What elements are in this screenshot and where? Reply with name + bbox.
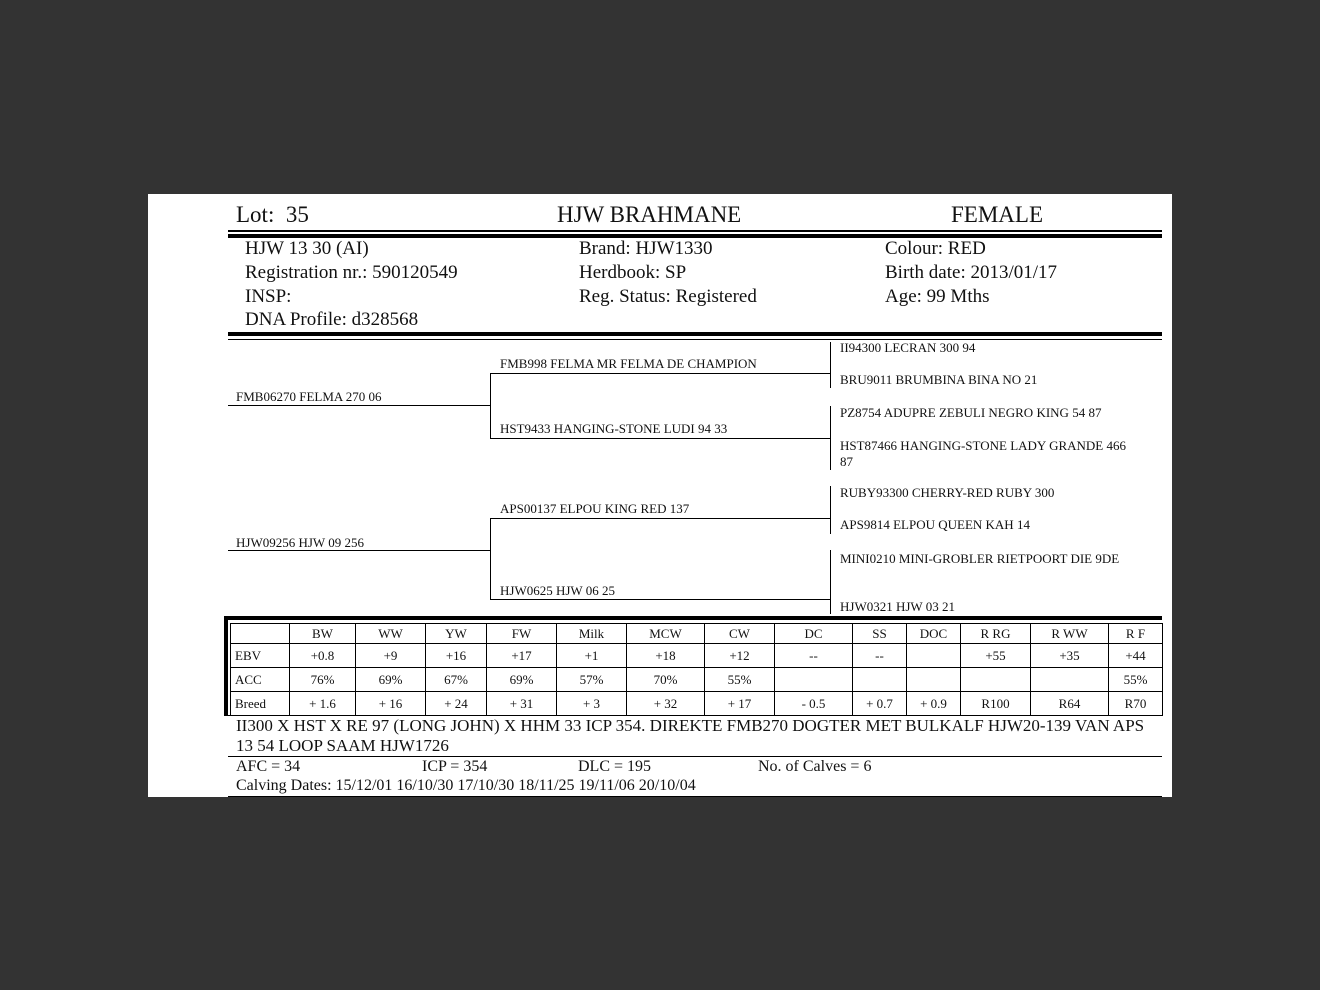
ebv-header-cell: FW [487, 624, 557, 644]
pedigree-ggp-2: BRU9011 BRUMBINA BINA NO 21 [840, 372, 1038, 387]
pedigree-ggp-3: PZ8754 ADUPRE ZEBULI NEGRO KING 54 87 [840, 405, 1102, 420]
afc-stat: AFC = 34 [236, 758, 301, 775]
pedigree-dam: HJW09256 HJW 09 256 [236, 535, 364, 550]
calving-dates: Calving Dates: 15/12/01 16/10/30 17/10/30 18/11/25 19/11/06 20/10/04 [236, 777, 696, 794]
ebv-cell [961, 668, 1031, 692]
ebv-header-row [231, 624, 1163, 644]
ebv-cell: R100 [961, 692, 1031, 716]
ebv-header-cell: BW [290, 624, 356, 644]
comment-bottom-rule [228, 756, 1162, 757]
pedigree-ggp-6: APS9814 ELPOU QUEEN KAH 14 [840, 517, 1030, 532]
pedigree-sire-dam: HST9433 HANGING-STONE LUDI 94 33 [500, 421, 728, 436]
ebv-cell: -- [775, 644, 853, 668]
ebv-header-cell: MCW [627, 624, 705, 644]
pedigree-ggp-7: MINI0210 MINI-GROBLER RIETPOORT DIE 9DE [840, 551, 1120, 566]
ebv-cell: -- [853, 644, 907, 668]
sire-line [228, 405, 490, 406]
ebv-header-cell: R F [1109, 624, 1163, 644]
ebv-cell: + 31 [487, 692, 557, 716]
animal-id: HJW 13 30 (AI) [245, 238, 369, 259]
ebv-cell: 57% [557, 668, 627, 692]
ebv-cell: + 0.7 [853, 692, 907, 716]
ebv-cell: +16 [426, 644, 487, 668]
ebv-cell: + 17 [705, 692, 775, 716]
pedigree-ggp-8: HJW0321 HJW 03 21 [840, 599, 955, 614]
gp-bracket-1 [830, 342, 831, 388]
birth-date-field: Birth date: 2013/01/17 [885, 262, 1058, 283]
pedigree-dam-sire: APS00137 ELPOU KING RED 137 [500, 501, 690, 516]
ebv-cell: 70% [627, 668, 705, 692]
reg-status-field: Reg. Status: Registered [579, 286, 757, 307]
bottom-rule [228, 796, 1162, 797]
gp-bracket-4 [830, 550, 831, 614]
ebv-header-cell: DC [775, 624, 853, 644]
ebv-cell: + 24 [426, 692, 487, 716]
pedigree-ggp-4: HST87466 HANGING-STONE LADY GRANDE 466 87 [840, 438, 1126, 469]
pedigree-sire-sire: FMB998 FELMA MR FELMA DE CHAMPION [500, 356, 757, 371]
ebv-cell: 69% [356, 668, 426, 692]
ebv-header-cell: CW [705, 624, 775, 644]
insp-field: INSP: [245, 286, 292, 307]
ebv-cell: + 16 [356, 692, 426, 716]
ebv-row [231, 668, 1163, 692]
ebv-cell: 55% [1109, 668, 1163, 692]
table-top-rule [224, 616, 1162, 620]
ebv-cell: 55% [705, 668, 775, 692]
header-rule-thin [228, 230, 1162, 232]
dam-dam-line [490, 599, 830, 600]
comment-text: II300 X HST X RE 97 (LONG JOHN) X HHM 33 ICP 354. DIREKTE FMB270 DOGTER MET BULKALF HJW20-139 VAN APS 13 54 LOOP SAAM HJW1726 [236, 716, 1145, 755]
calves-stat: No. of Calves = 6 [758, 758, 872, 775]
lot-page [148, 194, 1172, 797]
ebv-cell: + 3 [557, 692, 627, 716]
info-rule-thick [228, 332, 1162, 336]
ebv-cell: + 0.9 [907, 692, 961, 716]
brand-field: Brand: HJW1330 [579, 238, 713, 259]
ebv-cell: R70 [1109, 692, 1163, 716]
ebv-cell: 67% [426, 668, 487, 692]
ebv-row [231, 644, 1163, 668]
ebv-cell: - 0.5 [775, 692, 853, 716]
ebv-cell [853, 668, 907, 692]
ebv-header-cell: R WW [1031, 624, 1109, 644]
animal-sex: FEMALE [951, 202, 1043, 227]
dam-bracket [490, 518, 491, 600]
ebv-cell: +44 [1109, 644, 1163, 668]
ebv-cell: 69% [487, 668, 557, 692]
ebv-cell: ACC [231, 668, 290, 692]
ebv-header-cell: WW [356, 624, 426, 644]
ebv-header-cell: R RG [961, 624, 1031, 644]
dna-profile: DNA Profile: d328568 [245, 309, 419, 330]
ebv-cell: + 32 [627, 692, 705, 716]
ebv-cell [907, 668, 961, 692]
ebv-cell: + 1.6 [290, 692, 356, 716]
pedigree-sire: FMB06270 FELMA 270 06 [236, 389, 382, 404]
gp-bracket-3 [830, 486, 831, 534]
ebv-header-cell: DOC [907, 624, 961, 644]
icp-stat: ICP = 354 [422, 758, 488, 775]
registration-number: Registration nr.: 590120549 [245, 262, 458, 283]
colour-field: Colour: RED [885, 238, 986, 259]
animal-name: HJW BRAHMANE [557, 202, 742, 227]
ebv-cell: +18 [627, 644, 705, 668]
ebv-cell: +35 [1031, 644, 1109, 668]
ebv-header-cell: YW [426, 624, 487, 644]
ebv-cell [775, 668, 853, 692]
pedigree-dam-dam: HJW0625 HJW 06 25 [500, 583, 615, 598]
ebv-cell: 76% [290, 668, 356, 692]
sire-sire-line [490, 373, 830, 374]
ebv-header-cell: SS [853, 624, 907, 644]
pedigree-ggp-1: II94300 LECRAN 300 94 [840, 340, 976, 355]
age-field: Age: 99 Mths [885, 286, 990, 307]
ebv-cell: R64 [1031, 692, 1109, 716]
ebv-cell [1031, 668, 1109, 692]
dlc-stat: DLC = 195 [578, 758, 652, 775]
ebv-row [231, 692, 1163, 716]
ebv-cell: +12 [705, 644, 775, 668]
sire-bracket [490, 373, 491, 438]
gp-bracket-2 [830, 406, 831, 470]
herdbook-field: Herdbook: SP [579, 262, 687, 283]
ebv-cell: +55 [961, 644, 1031, 668]
ebv-cell: +1 [557, 644, 627, 668]
dam-sire-line [490, 518, 830, 519]
ebv-cell: EBV [231, 644, 290, 668]
ebv-table [230, 623, 1163, 716]
ebv-cell: +9 [356, 644, 426, 668]
dam-line [228, 550, 490, 551]
ebv-cell: +17 [487, 644, 557, 668]
ebv-header-cell [231, 624, 290, 644]
ebv-cell [907, 644, 961, 668]
pedigree-ggp-5: RUBY93300 CHERRY-RED RUBY 300 [840, 485, 1055, 500]
sire-dam-line [490, 438, 830, 439]
ebv-cell: +0.8 [290, 644, 356, 668]
table-left-rule [224, 616, 228, 716]
ebv-cell: Breed [231, 692, 290, 716]
ebv-header-cell: Milk [557, 624, 627, 644]
lot-label: Lot: 35 [236, 202, 309, 227]
